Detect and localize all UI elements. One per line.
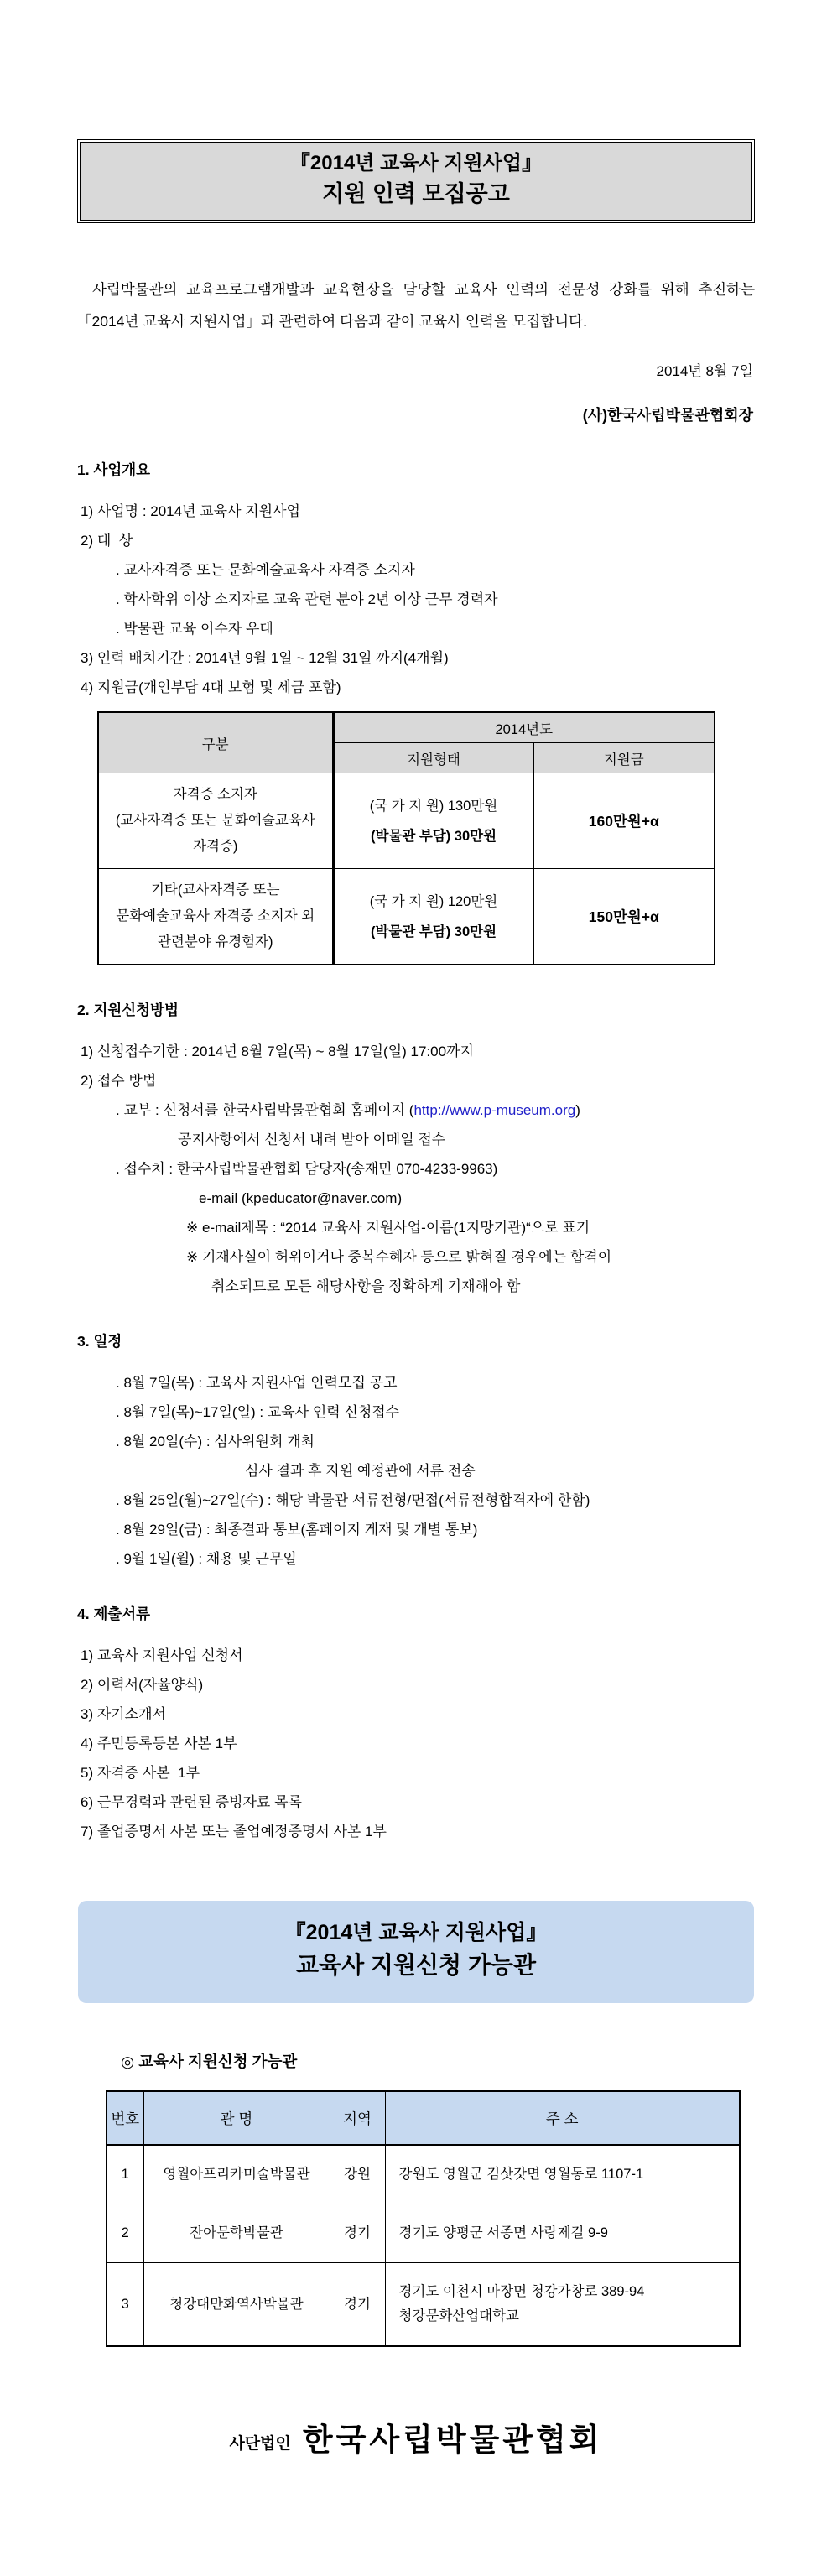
apply-line: . 접수처 : 한국사립박물관협회 담당자(송재민 070-4233-9963) bbox=[116, 1161, 498, 1177]
schedule-line: . 8월 7일(목)~17일(일) : 교육사 인력 신청접수 bbox=[116, 1404, 400, 1420]
apply-line bbox=[116, 1101, 755, 1121]
document-line: 2) 이력서(자율양식) bbox=[81, 1677, 204, 1693]
table-row bbox=[107, 2145, 740, 2204]
t1-header-year: 2014년도 bbox=[333, 712, 715, 743]
t2-cell-name: 청강대만화역사박물관 bbox=[143, 2263, 330, 2347]
author-line: (사)한국사립박물관협회장 bbox=[582, 407, 753, 424]
apply-line: ※ e-mail제목 : “2014 교육사 지원사업-이름(1지망기관)“으로 표기 bbox=[186, 1220, 590, 1236]
overview-line: . 박물관 교육 이수자 우대 bbox=[116, 621, 273, 637]
t2-cell-name: 영월아프리카미술박물관 bbox=[143, 2145, 330, 2204]
t1-header-type: 지원형태 bbox=[333, 743, 533, 773]
support-gov: (국 가 지 원) 130만원 bbox=[369, 798, 498, 814]
applicable-subheading: ◎ 교육사 지원신청 가능관 bbox=[121, 2053, 298, 2070]
t1-cell-support bbox=[333, 773, 533, 869]
apply-line: 1) 신청접수기한 : 2014년 8월 7일(목) ~ 8월 17일(일) 17:00까지 bbox=[81, 1043, 474, 1059]
addr-line1: 경기도 양평군 서종면 사랑제길 9-9 bbox=[398, 2225, 608, 2240]
overview-line: 1) 사업명 : 2014년 교육사 지원사업 bbox=[81, 503, 300, 519]
t2-cell-region: 경기 bbox=[330, 2204, 385, 2263]
section2-heading: 2. 지원신청방법 bbox=[77, 1002, 179, 1018]
apply-line-prefix: . 교부 : 신청서를 한국사립박물관협회 홈페이지 ( bbox=[116, 1102, 414, 1118]
support-amount-table bbox=[97, 711, 715, 965]
schedule-line: . 8월 20일(수) : 심사위원회 개최 bbox=[116, 1434, 315, 1449]
t2-header-name: 관 명 bbox=[143, 2091, 330, 2145]
addr-line1: 강원도 영월군 김삿갓면 영월동로 1107-1 bbox=[398, 2167, 644, 2182]
t2-cell-region: 강원 bbox=[330, 2145, 385, 2204]
notice-title-line1: 『2014년 교육사 지원사업』 bbox=[289, 152, 543, 174]
notice-title-box bbox=[77, 139, 755, 223]
table-row bbox=[107, 2263, 740, 2347]
apply-line: 2) 접수 방법 bbox=[81, 1073, 157, 1089]
t2-cell-no: 3 bbox=[107, 2263, 143, 2347]
t2-cell-name: 잔아문학박물관 bbox=[143, 2204, 330, 2263]
t1-cell-category bbox=[98, 773, 333, 869]
schedule-line: . 8월 7일(목) : 교육사 지원사업 인력모집 공고 bbox=[116, 1375, 398, 1391]
schedule-line: . 8월 25일(월)~27일(수) : 해당 박물관 서류전형/면접(서류전형합격자에 한함) bbox=[116, 1492, 590, 1508]
section1-heading: 1. 사업개요 bbox=[77, 461, 151, 478]
apply-line: 공지사항에서 신청서 내려 받아 이메일 접수 bbox=[178, 1132, 446, 1147]
addr-line1: 경기도 이천시 마장면 청강가창로 389-94 bbox=[398, 2284, 645, 2299]
schedule-line: 심사 결과 후 지원 예정관에 서류 전송 bbox=[245, 1463, 476, 1479]
overview-line: . 학사학위 이상 소지자로 교육 관련 분야 2년 이상 근무 경력자 bbox=[116, 591, 498, 607]
t1-cell-amount: 150만원+α bbox=[533, 869, 715, 965]
document-line: 3) 자기소개서 bbox=[81, 1706, 166, 1722]
document-line: 5) 자격증 사본 1부 bbox=[81, 1765, 200, 1781]
category-sub: (교사자격증 또는 문화예술교육사 자격증) bbox=[115, 813, 315, 854]
apply-line: 취소되므로 모든 해당사항을 정확하게 기재해야 함 bbox=[211, 1278, 521, 1294]
applicable-museums-table bbox=[106, 2090, 741, 2347]
overview-line: . 교사자격증 또는 문화예술교육사 자격증 소지자 bbox=[116, 562, 415, 578]
t2-cell-no: 2 bbox=[107, 2204, 143, 2263]
table-row bbox=[98, 773, 715, 869]
document-line: 1) 교육사 지원사업 신청서 bbox=[81, 1647, 243, 1663]
t2-cell-addr bbox=[385, 2145, 740, 2204]
footer-org-name: 한국사립박물관협회 bbox=[302, 2421, 603, 2458]
footer-logo bbox=[77, 2414, 755, 2459]
schedule-line: . 9월 1일(월) : 채용 및 근무일 bbox=[116, 1551, 297, 1567]
intro-paragraph: 사립박물관의 교육프로그램개발과 교육현장을 담당할 교육사 인력의 전문성 강화를 위해 추진하는 「2014년 교육사 지원사업」과 관련하여 다음과 같이 교육사 인력을 모집합니다. bbox=[77, 281, 755, 330]
addr-line2: 청강문화산업대학교 bbox=[398, 2308, 519, 2324]
overview-line: 3) 인력 배치기간 : 2014년 9월 1일 ~ 12월 31일 까지(4개월) bbox=[81, 650, 449, 666]
t2-cell-addr bbox=[385, 2204, 740, 2263]
t2-header-addr: 주 소 bbox=[385, 2091, 740, 2145]
document-line: 4) 주민등록등본 사본 1부 bbox=[81, 1736, 237, 1751]
section3-heading: 3. 일정 bbox=[77, 1333, 122, 1350]
t1-cell-category: 기타(교사자격증 또는 문화예술교육사 자격증 소지자 외 관련분야 유경험자) bbox=[98, 869, 333, 965]
t2-cell-no: 1 bbox=[107, 2145, 143, 2204]
schedule-line: . 8월 29일(금) : 최종결과 통보(홈페이지 게재 및 개별 통보) bbox=[116, 1522, 478, 1538]
t1-header-amount: 지원금 bbox=[533, 743, 715, 773]
category-main: 자격증 소지자 bbox=[173, 787, 257, 802]
applicable-title-box bbox=[78, 1901, 754, 2003]
overview-line: 2) 대 상 bbox=[81, 533, 133, 549]
notice-title-box-inner bbox=[80, 142, 752, 221]
document-line: 7) 졸업증명서 사본 또는 졸업예정증명서 사본 1부 bbox=[81, 1824, 387, 1840]
apply-line-suffix: ) bbox=[575, 1102, 580, 1118]
support-museum: (박물관 부담) 30만원 bbox=[370, 828, 497, 844]
footer-org-type: 사단법인 bbox=[229, 2434, 291, 2453]
t2-header-region: 지역 bbox=[330, 2091, 385, 2145]
applicable-title-line2: 교육사 지원신청 가능관 bbox=[295, 1952, 537, 1978]
support-museum: (박물관 부담) 30만원 bbox=[370, 924, 497, 939]
section4-heading: 4. 제출서류 bbox=[77, 1605, 151, 1622]
apply-line: ※ 기재사실이 허위이거나 중복수혜자 등으로 밝혀질 경우에는 합격이 bbox=[186, 1249, 612, 1265]
apply-line: e-mail (kpeducator@naver.com) bbox=[199, 1190, 403, 1206]
t2-cell-region: 경기 bbox=[330, 2263, 385, 2347]
date-line: 2014년 8월 7일 bbox=[656, 363, 753, 379]
t2-cell-addr bbox=[385, 2263, 740, 2347]
table-row bbox=[98, 869, 715, 965]
document-line: 6) 근무경력과 관련된 증빙자료 목록 bbox=[81, 1794, 302, 1810]
homepage-link[interactable]: http://www.p-museum.org bbox=[413, 1102, 576, 1118]
t1-cell-amount: 160만원+α bbox=[533, 773, 715, 869]
notice-title-line2: 지원 인력 모집공고 bbox=[322, 181, 510, 206]
applicable-title-line1: 『2014년 교육사 지원사업』 bbox=[284, 1921, 548, 1944]
overview-line: 4) 지원금(개인부담 4대 보험 및 세금 포함) bbox=[81, 679, 341, 695]
t2-header-no: 번호 bbox=[107, 2091, 143, 2145]
t1-cell-support bbox=[333, 869, 533, 965]
table-row bbox=[107, 2204, 740, 2263]
t1-header-category: 구분 bbox=[98, 712, 333, 773]
support-gov: (국 가 지 원) 120만원 bbox=[369, 893, 498, 909]
